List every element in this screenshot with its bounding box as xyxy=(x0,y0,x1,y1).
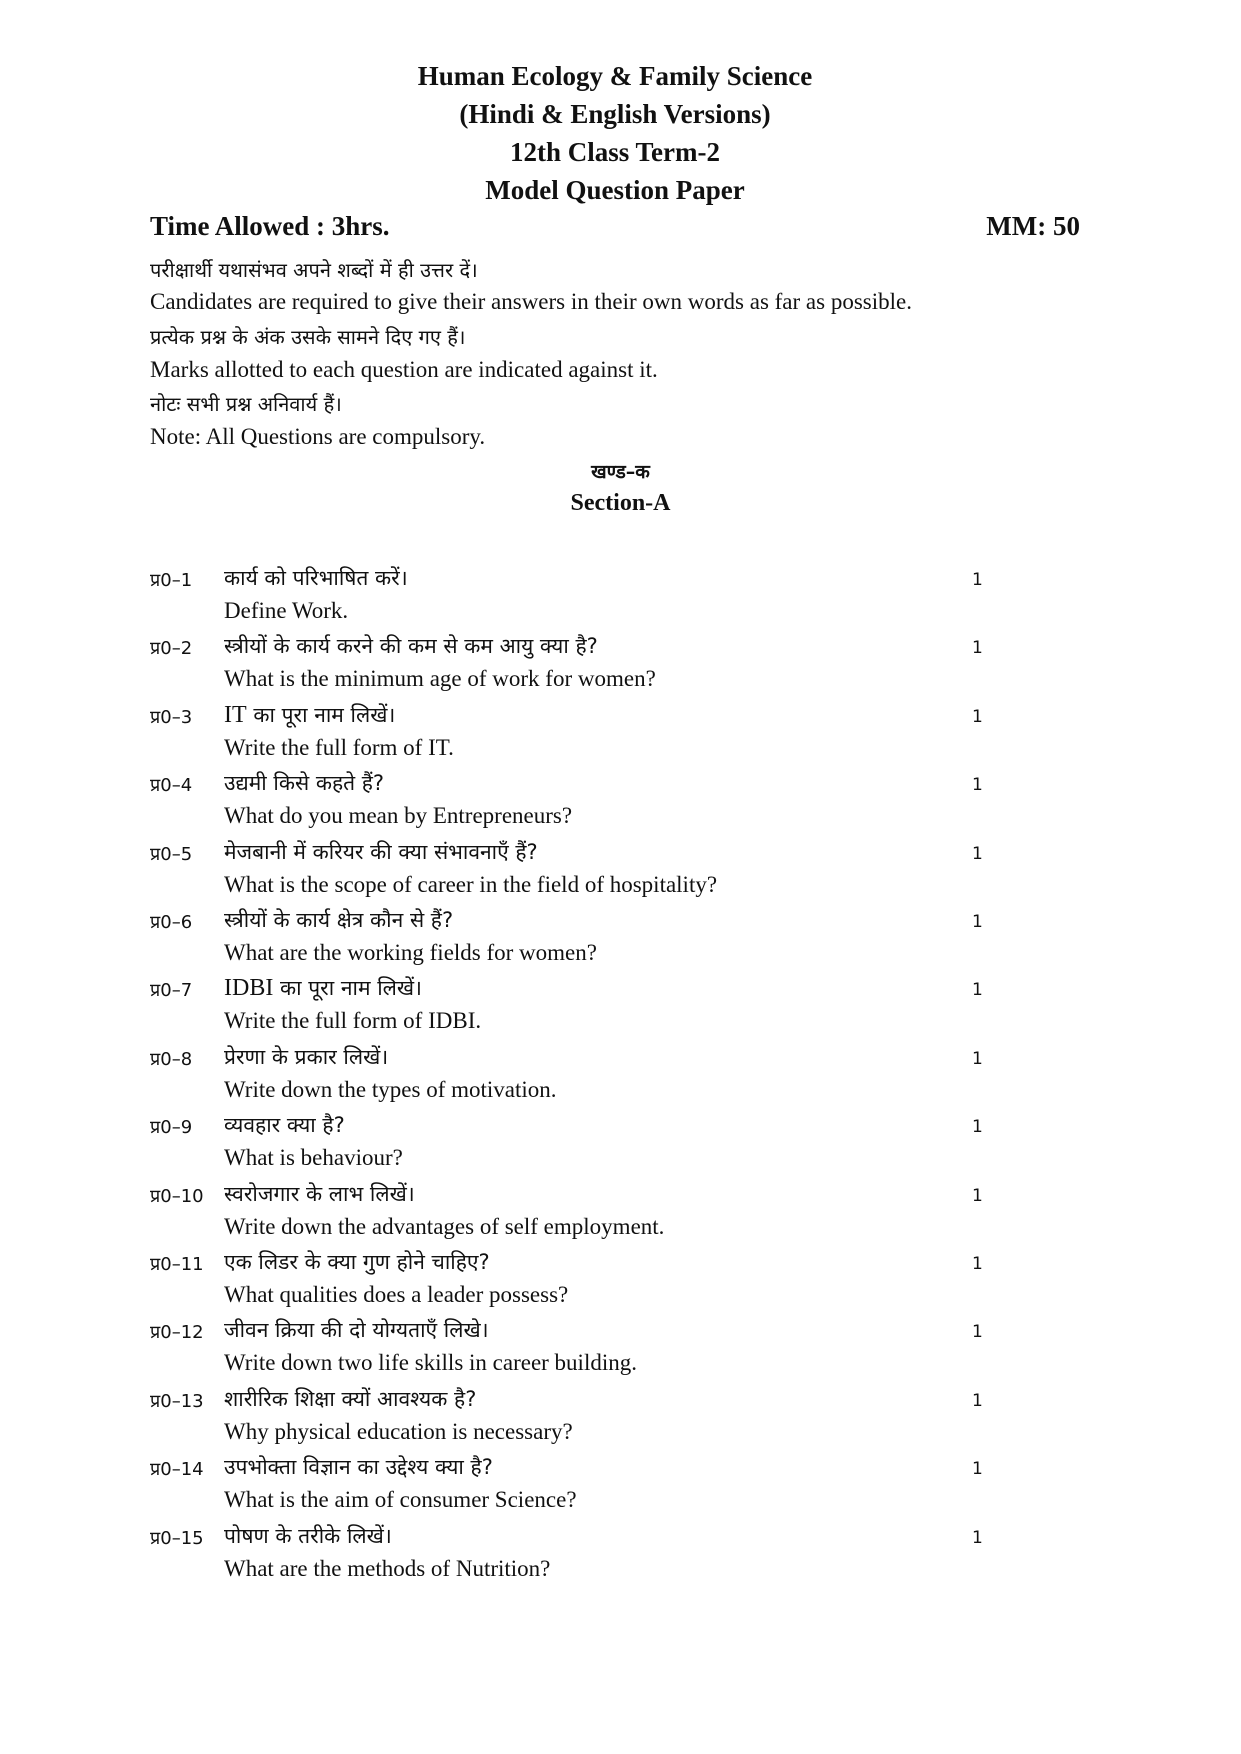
question-marks: 1 xyxy=(972,1254,983,1274)
question-text-hindi xyxy=(224,1111,345,1139)
question-marks: 1 xyxy=(972,638,983,659)
question-item xyxy=(150,838,1010,906)
title-line: 12th Class Term-2 xyxy=(509,137,720,167)
question-text-english: What is behaviour? xyxy=(224,1145,403,1171)
question-marks: 1 xyxy=(972,570,983,590)
question-number: प्र0–2 xyxy=(150,638,193,660)
question-number: प्र0–12 xyxy=(150,1322,204,1344)
question-item xyxy=(150,1316,1010,1384)
question-item xyxy=(150,1248,1010,1316)
question-text-english: What is the scope of career in the field of hospitality? xyxy=(224,871,718,897)
question-abbreviation: IDBI xyxy=(224,975,274,1002)
question-item xyxy=(150,564,1010,632)
question-marks: 1 xyxy=(972,980,983,1001)
question-number: प्र0–9 xyxy=(150,1117,193,1139)
question-text-english: What are the working fields for women? xyxy=(224,940,597,965)
question-hindi-body: प्रेरणा के प्रकार लिखें। xyxy=(224,1044,389,1069)
question-text-english: What do you mean by Entrepreneurs? xyxy=(224,803,573,829)
question-text-hindi xyxy=(224,564,408,592)
question-text-english: Write the full form of IT. xyxy=(224,734,454,760)
question-number: प्र0–4 xyxy=(150,775,193,797)
question-hindi-body: एक लिडर के क्या गुण होने चाहिए? xyxy=(224,1250,490,1274)
question-number: प्र0–13 xyxy=(150,1390,204,1412)
question-marks: 1 xyxy=(972,1459,983,1480)
title-line: (Hindi & English Versions) xyxy=(459,99,771,129)
question-item xyxy=(150,1180,1010,1248)
question-text-hindi xyxy=(224,769,384,797)
section-heading-english: Section-A xyxy=(570,490,671,516)
question-text-hindi xyxy=(224,838,538,866)
question-text-hindi xyxy=(224,1248,490,1276)
question-text-english: Why physical education is necessary? xyxy=(224,1418,573,1444)
question-text-english: Write down the types of motivation. xyxy=(224,1076,557,1102)
question-marks: 1 xyxy=(972,1185,983,1206)
question-hindi-body: का पूरा नाम लिखें। xyxy=(273,976,423,1001)
title-line: Model Question Paper xyxy=(485,175,745,205)
question-number: प्र0–1 xyxy=(150,570,193,591)
instruction-hindi: प्रत्येक प्रश्न के अंक उसके सामने दिए गए हैं। xyxy=(150,325,466,349)
question-text-hindi xyxy=(224,1043,388,1071)
instruction-english: Note: All Questions are compulsory. xyxy=(150,424,486,449)
question-text-hindi xyxy=(224,974,422,1002)
question-hindi-body: व्यवहार क्या है? xyxy=(224,1113,345,1138)
question-text-hindi xyxy=(224,1453,493,1481)
question-text-english: What is the aim of consumer Science? xyxy=(224,1487,577,1513)
question-text-hindi xyxy=(224,1522,392,1550)
question-number: प्र0–10 xyxy=(150,1185,204,1207)
question-hindi-body: शारीरिक शिक्षा क्यों आवश्यक है? xyxy=(224,1386,477,1411)
question-marks: 1 xyxy=(972,1322,983,1343)
question-number: प्र0–11 xyxy=(150,1254,204,1275)
question-marks: 1 xyxy=(972,1117,983,1138)
time-allowed: Time Allowed : 3hrs. xyxy=(150,211,390,241)
question-marks: 1 xyxy=(972,1527,983,1548)
question-text-hindi xyxy=(224,1385,476,1413)
question-hindi-body: कार्य को परिभाषित करें। xyxy=(224,566,408,590)
paper-title xyxy=(0,57,1241,209)
question-text-hindi xyxy=(224,1316,489,1344)
instruction-hindi: परीक्षार्थी यथासंभव अपने शब्दों में ही उत्तर दें। xyxy=(150,258,478,282)
question-hindi-body: मेजबानी में करियर की क्या संभावनाएँ हैं? xyxy=(224,839,538,864)
question-hindi-body: का पूरा नाम लिखें। xyxy=(246,702,396,727)
question-number: प्र0–5 xyxy=(150,843,193,865)
question-text-english: Write down the advantages of self employment. xyxy=(224,1213,665,1239)
question-text-english: What qualities does a leader possess? xyxy=(224,1282,569,1307)
section-heading-hindi: खण्ड–क xyxy=(591,461,650,483)
question-number: प्र0–8 xyxy=(150,1048,193,1070)
question-item xyxy=(150,1522,1010,1590)
instruction-english: Marks allotted to each question are indicated against it. xyxy=(150,357,658,382)
question-hindi-body: स्वरोजगार के लाभ लिखें। xyxy=(224,1181,415,1206)
question-hindi-body: स्त्रीयों के कार्य क्षेत्र कौन से हैं? xyxy=(224,908,454,932)
question-text-english: What is the minimum age of work for women? xyxy=(224,666,656,692)
question-hindi-body: उद्यमी किसे कहते हैं? xyxy=(224,771,385,796)
question-item xyxy=(150,1453,1010,1521)
question-hindi-body: पोषण के तरीके लिखें। xyxy=(224,1523,392,1548)
max-marks: MM: 50 xyxy=(986,211,1080,241)
question-text-hindi xyxy=(224,906,453,934)
question-text-english: What are the methods of Nutrition? xyxy=(224,1555,551,1581)
question-text-english: Write the full form of IDBI. xyxy=(224,1008,482,1034)
instruction-english: Candidates are required to give their answers in their own words as far as possible. xyxy=(150,289,912,314)
question-number: प्र0–14 xyxy=(150,1459,204,1481)
question-abbreviation: IT xyxy=(224,701,247,728)
question-marks: 1 xyxy=(972,843,983,864)
question-item xyxy=(150,769,1010,837)
title-line: Human Ecology & Family Science xyxy=(417,61,813,91)
question-marks: 1 xyxy=(972,775,983,796)
question-item xyxy=(150,1111,1010,1179)
question-number: प्र0–7 xyxy=(150,980,193,1002)
question-item xyxy=(150,701,1010,769)
question-text-hindi xyxy=(224,1180,415,1208)
question-marks: 1 xyxy=(972,706,983,727)
question-item xyxy=(150,1043,1010,1111)
question-hindi-body: स्त्रीयों के कार्य करने की कम से कम आयु क्या है? xyxy=(224,634,598,659)
question-text-english: Define Work. xyxy=(224,598,349,623)
question-marks: 1 xyxy=(972,1390,983,1411)
question-item xyxy=(150,974,1010,1042)
question-text-english: Write down two life skills in career building. xyxy=(224,1350,637,1376)
exam-meta-row xyxy=(150,211,1080,251)
question-number: प्र0–15 xyxy=(150,1527,204,1549)
question-hindi-body: उपभोक्ता विज्ञान का उद्देश्य क्या है? xyxy=(224,1455,493,1480)
question-item xyxy=(150,906,1010,974)
instruction-hindi: नोटः सभी प्रश्न अनिवार्य हैं। xyxy=(150,392,342,416)
question-item xyxy=(150,1385,1010,1453)
question-item xyxy=(150,632,1010,700)
question-marks: 1 xyxy=(972,1048,983,1069)
question-text-hindi xyxy=(224,701,395,729)
question-hindi-body: जीवन क्रिया की दो योग्यताएँ लिखे। xyxy=(224,1318,489,1343)
question-text-hindi xyxy=(224,632,598,660)
question-marks: 1 xyxy=(972,912,983,932)
question-number: प्र0–6 xyxy=(150,912,193,933)
question-number: प्र0–3 xyxy=(150,706,193,728)
